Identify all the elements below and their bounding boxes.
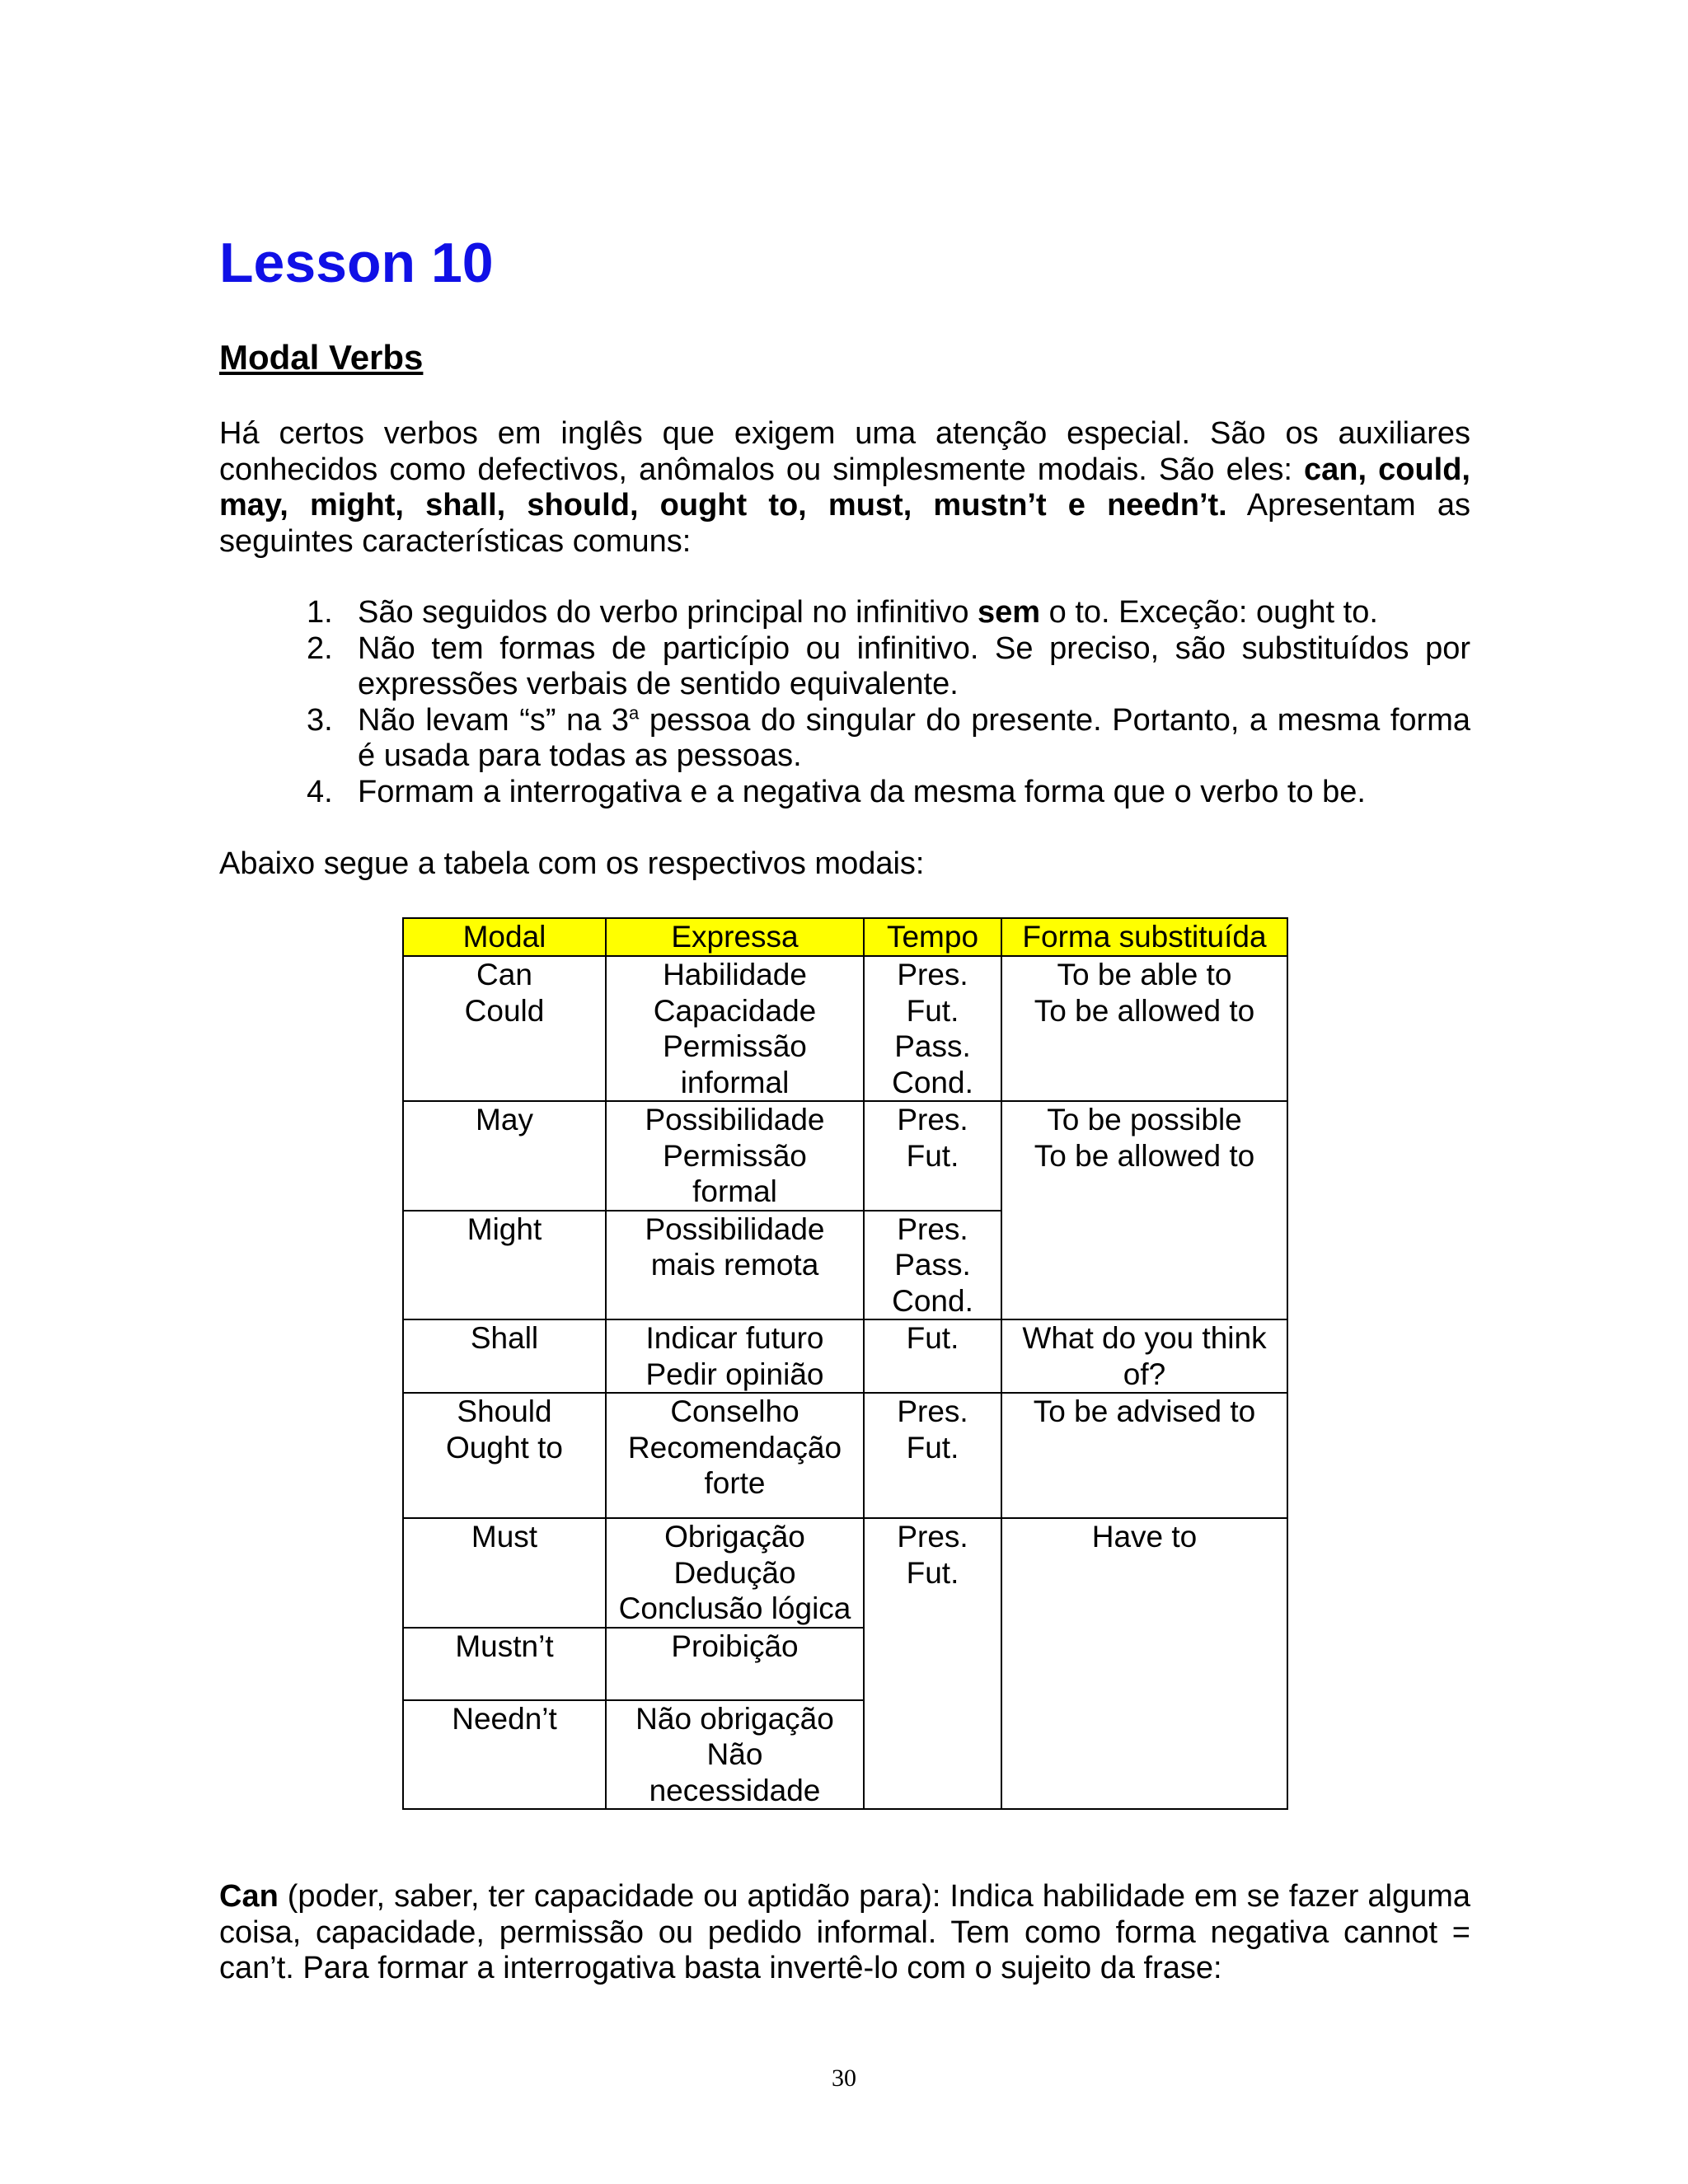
expressa-cell: Possibilidade Permissão formal	[606, 1101, 864, 1211]
can-term: Can	[219, 1879, 279, 1914]
tempo-cell: Pres. Pass. Cond.	[864, 1211, 1001, 1320]
modal-list-bold: can, could, may, might, shall, should, ought to, must, mustn’t e needn’t.	[219, 452, 1470, 523]
header-expressa: Expressa	[606, 918, 864, 956]
tempo-cell: Pres. Fut.	[864, 1518, 1001, 1809]
list-item: 2. Não tem formas de particípio ou infinitivo. Se preciso, são substituídos por expressões verbais de sentido equivalente.	[307, 630, 1470, 701]
tempo-cell: Pres. Fut.	[864, 1101, 1001, 1211]
intro-paragraph: Há certos verbos em inglês que exigem uma atenção especial. São os auxiliares conhecidos como defectivos, anômalos ou simplesmente modais. São eles: can, could, may, might, shall, should, ought to, must, mustn’t e needn’t. Apresentam as seguintes características comuns:	[219, 416, 1470, 559]
list-item: 1. São seguidos do verbo principal no infinitivo sem o to. Exceção: ought to.	[307, 595, 1378, 630]
page-number: 30	[832, 2064, 856, 2092]
table-intro: Abaixo segue a tabela com os respectivos modais:	[219, 846, 925, 881]
tempo-cell: Pres. Fut. Pass. Cond.	[864, 956, 1001, 1101]
forma-cell: To be possible To be allowed to	[1001, 1101, 1287, 1319]
header-modal: Modal	[403, 918, 606, 956]
expressa-cell: Indicar futuro Pedir opinião	[606, 1319, 864, 1393]
forma-cell: To be able to To be allowed to	[1001, 956, 1287, 1101]
expressa-cell: Conselho Recomendação forte	[606, 1393, 864, 1518]
list-item: 3. Não levam “s” na 3$^a$ pessoa do singular do presente. Portanto, a mesma forma é usada para todas as pessoas.	[307, 701, 1471, 773]
list-item: 4. Formam a interrogativa e a negativa da mesma forma que o verbo to be.	[307, 774, 1366, 809]
modal-cell: Might	[403, 1211, 606, 1320]
expressa-cell: Habilidade Capacidade Permissão informal	[606, 956, 864, 1101]
can-paragraph: Can (poder, saber, ter capacidade ou aptidão para): Indica habilidade em se fazer alguma coisa, capacidade, permissão ou pedido informal. Tem como forma negativa cannot = can’t. Para formar a interrogativa basta invertê-lo com o sujeito da frase:	[219, 1879, 1470, 1985]
table-header-row	[403, 918, 1287, 956]
characteristics-list	[307, 595, 1470, 810]
tempo-cell: Fut.	[864, 1319, 1001, 1393]
modal-cell: May	[403, 1101, 606, 1211]
expressa-cell: Obrigação Dedução Conclusão lógica	[606, 1518, 864, 1628]
expressa-cell: Proibição	[606, 1628, 864, 1700]
table-row	[403, 1393, 1287, 1518]
modal-cell: Needn’t	[403, 1700, 606, 1810]
lesson-title: Lesson 10	[219, 232, 494, 294]
modal-cell: Shall	[403, 1319, 606, 1393]
table-row	[403, 956, 1287, 1101]
modal-cell: Mustn’t	[403, 1628, 606, 1700]
header-tempo: Tempo	[864, 918, 1001, 956]
modal-cell: Must	[403, 1518, 606, 1628]
modal-cell: Should Ought to	[403, 1393, 606, 1518]
expressa-cell: Possibilidade mais remota	[606, 1211, 864, 1320]
forma-cell: To be advised to	[1001, 1393, 1287, 1518]
table-row	[403, 1518, 1287, 1628]
forma-cell: What do you think of?	[1001, 1319, 1287, 1393]
forma-cell: Have to	[1001, 1518, 1287, 1809]
modal-verbs-table	[402, 917, 1288, 1810]
modal-cell: Can Could	[403, 956, 606, 1101]
table-row	[403, 1101, 1287, 1211]
tempo-cell: Pres. Fut.	[864, 1393, 1001, 1518]
table-row	[403, 1319, 1287, 1393]
expressa-cell: Não obrigação Não necessidade	[606, 1700, 864, 1810]
section-title: Modal Verbs	[219, 338, 424, 377]
header-forma: Forma substituída	[1001, 918, 1287, 956]
